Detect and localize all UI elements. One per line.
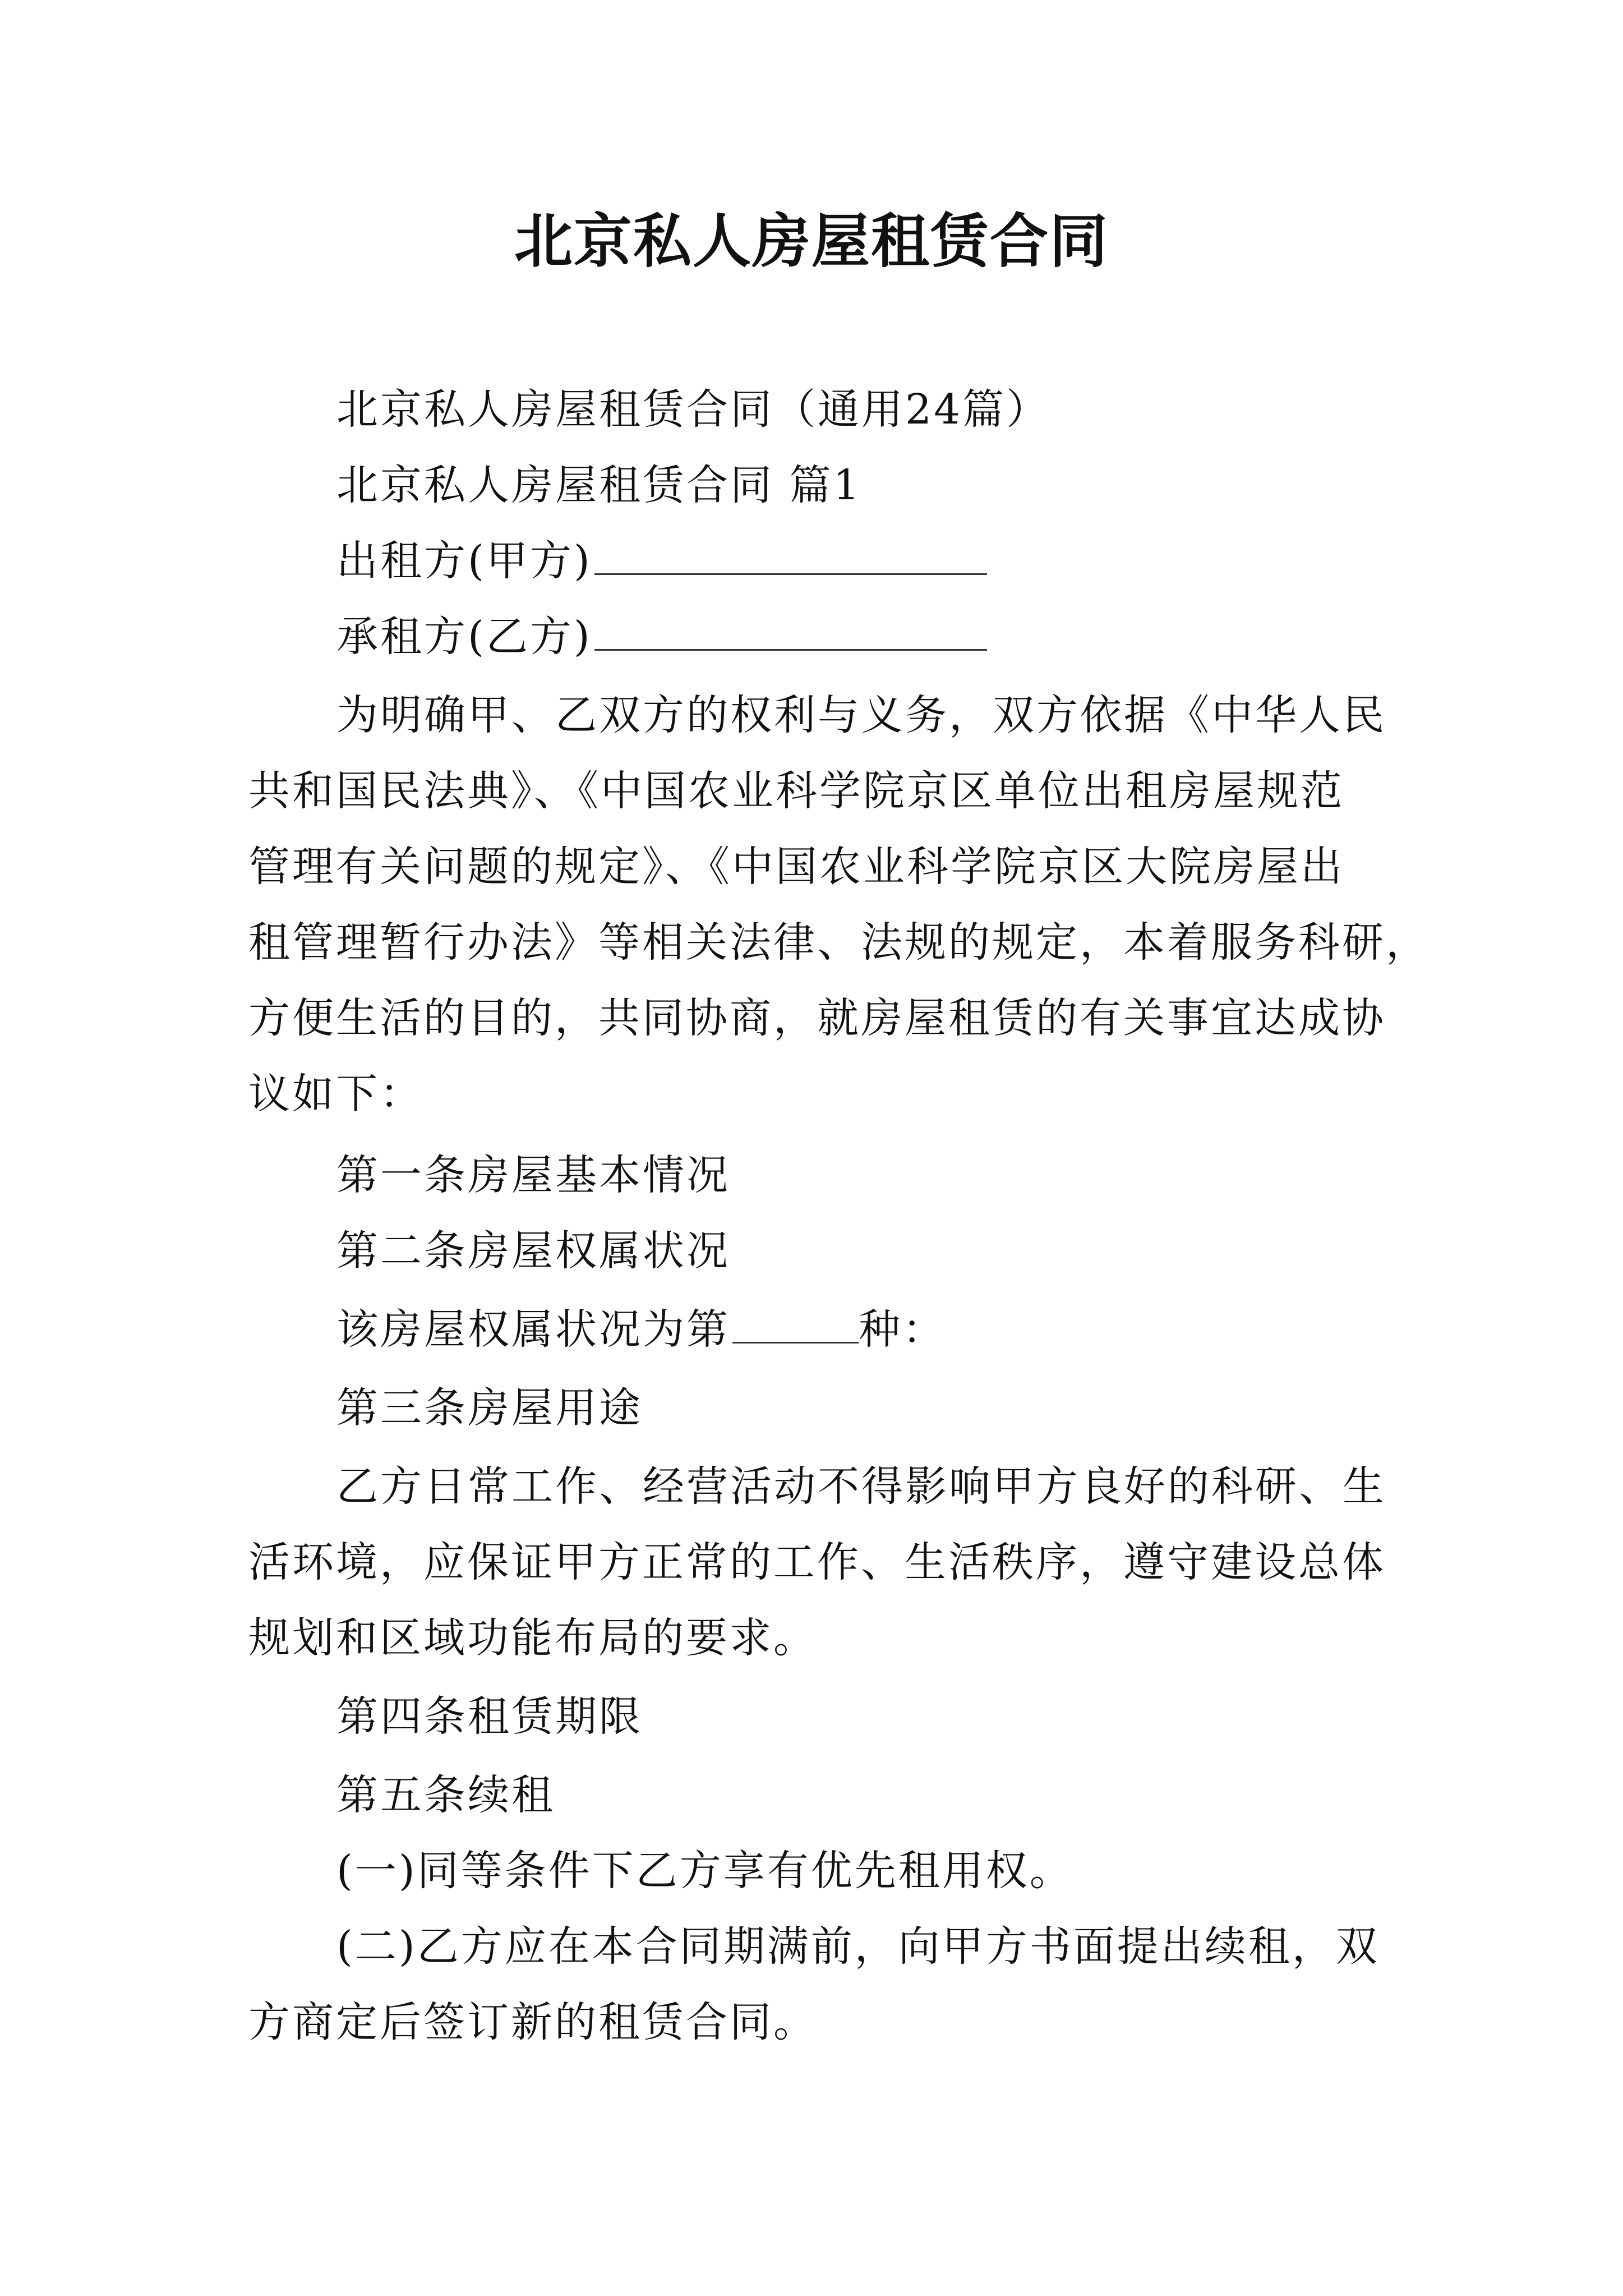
paragraph-line: 乙方日常工作、经营活动不得影响甲方良好的科研、生 — [336, 1462, 1386, 1511]
ownership-blank-field[interactable] — [732, 1305, 859, 1343]
clause-line: 方商定后签订新的租赁合同。 — [248, 1998, 817, 2046]
paragraph-line: 共和国民法典》、《中国农业科学院京区单位出租房屋规范 — [248, 767, 1344, 815]
lessor-blank-field[interactable] — [594, 536, 987, 575]
article-heading: 第四条租赁期限 — [336, 1692, 643, 1741]
paragraph-line: 租管理暂行办法》等相关法律、法规的规定，本着服务科研， — [248, 918, 1430, 967]
paragraph-line: 议如下： — [248, 1070, 423, 1118]
paragraph-line: 管理有关问题的规定》、《中国农业科学院京区大院房屋出 — [248, 843, 1344, 891]
subtitle-line: 北京私人房屋租赁合同（通用24篇） — [336, 385, 1050, 434]
document-title: 北京私人房屋租赁合同 — [514, 206, 1109, 275]
paragraph-line: 活环境，应保证甲方正常的工作、生活秩序，遵守建设总体 — [248, 1538, 1386, 1586]
article-heading: 第五条续租 — [336, 1771, 555, 1819]
clause-line: (一)同等条件下乙方享有优先租用权。 — [336, 1847, 1073, 1895]
ownership-line — [336, 1301, 1402, 1358]
paragraph-line: 方便生活的目的，共同协商，就房屋租赁的有关事宜达成协 — [248, 994, 1386, 1042]
paragraph-line: 规划和区域功能布局的要求。 — [248, 1614, 817, 1662]
section-heading: 北京私人房屋租赁合同 篇1 — [336, 461, 862, 509]
article-heading: 第三条房屋用途 — [336, 1384, 643, 1432]
lessor-line — [336, 533, 1402, 589]
lessee-blank-field[interactable] — [594, 612, 987, 651]
clause-line: (二)乙方应在本合同期满前，向甲方书面提出续租，双 — [336, 1922, 1380, 1971]
ownership-label: 该房屋权属状况为第 — [336, 1305, 730, 1354]
article-heading: 第一条房屋基本情况 — [336, 1151, 730, 1199]
lessor-label: 出租方(甲方) — [336, 537, 592, 585]
lessee-line — [336, 609, 1402, 665]
article-heading: 第二条房屋权属状况 — [336, 1227, 730, 1275]
ownership-suffix: 种： — [859, 1305, 946, 1354]
paragraph-line: 为明确甲、乙双方的权利与义务，双方依据《中华人民 — [336, 691, 1386, 739]
lessee-label: 承租方(乙方) — [336, 613, 592, 661]
